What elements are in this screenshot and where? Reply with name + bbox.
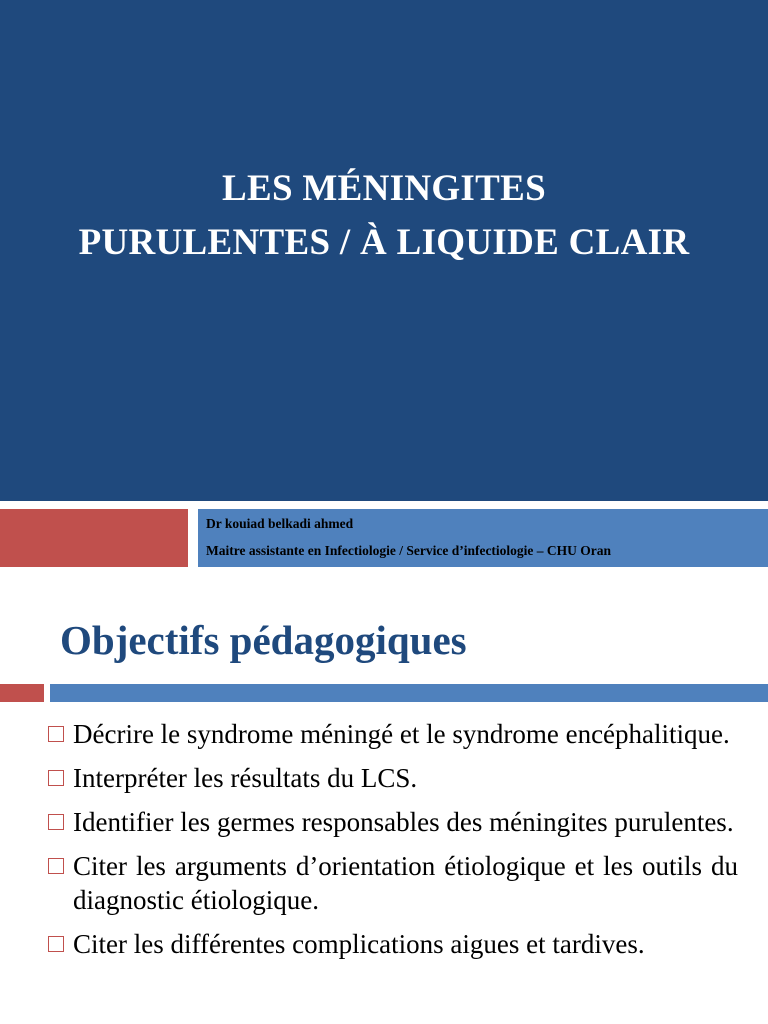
red-accent-bar-small <box>0 684 44 702</box>
objectives-list <box>48 717 738 971</box>
hollow-square-bullet-icon <box>48 726 64 742</box>
red-accent-bar <box>0 509 188 567</box>
slide-title-line-1: LES MÉNINGITES <box>222 168 546 209</box>
author-role: Maitre assistante en Infectiologie / Service d’infectiologie – CHU Oran <box>206 543 612 558</box>
objective-text: Identifier les germes responsables des méningites purulentes. <box>73 807 734 837</box>
objective-text: Citer les différentes complications aigues et tardives. <box>73 929 645 959</box>
objective-item <box>48 805 738 839</box>
objective-text: Interpréter les résultats du LCS. <box>73 763 418 793</box>
hollow-square-bullet-icon <box>48 936 64 952</box>
hollow-square-bullet-icon <box>48 858 64 874</box>
hollow-square-bullet-icon <box>48 814 64 830</box>
slide-title <box>0 162 768 270</box>
objective-item <box>48 849 738 917</box>
objective-text: Décrire le syndrome méningé et le syndrome encéphalitique. <box>73 719 730 749</box>
slide-title-line-2: PURULENTES / À LIQUIDE CLAIR <box>78 222 690 263</box>
objective-item <box>48 927 738 961</box>
objective-text: Citer les arguments d’orientation étiologique et les outils du diagnostic étiologique. <box>73 851 738 915</box>
blue-accent-bar-long <box>50 684 768 702</box>
author-name: Dr kouiad belkadi ahmed <box>206 516 354 531</box>
hollow-square-bullet-icon <box>48 770 64 786</box>
objective-item <box>48 761 738 795</box>
objective-item <box>48 717 738 751</box>
objectives-heading: Objectifs pédagogiques <box>60 617 467 663</box>
